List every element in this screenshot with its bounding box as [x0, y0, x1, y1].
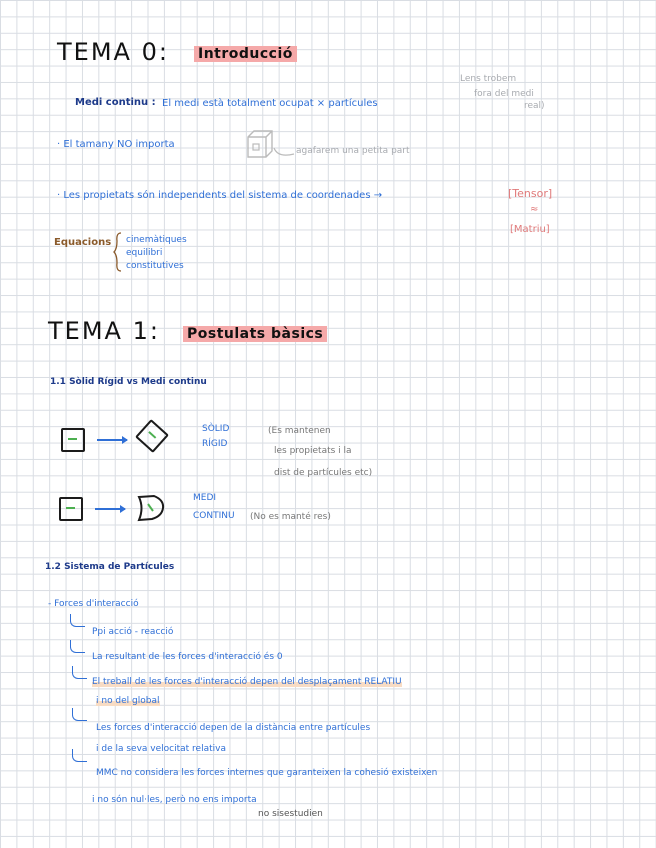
rotated-square-icon: [135, 419, 169, 453]
forces-heading: - Forces d'interacció: [48, 599, 139, 609]
tema0-note-2: fora del medi: [474, 89, 534, 99]
section-1-1-heading: 1.1 Sòlid Rígid vs Medi continu: [50, 377, 207, 387]
line-4: i no del global: [96, 696, 160, 706]
arrow-icon: [95, 508, 125, 510]
equacio-item-2: equilibri: [126, 248, 163, 258]
equacio-item-3: constitutives: [126, 261, 184, 271]
tensor-label: [Tensor]: [508, 187, 553, 200]
line-2: La resultant de les forces d'interacció és 0: [92, 652, 283, 662]
line-5: Les forces d'interacció depen de la distància entre partícules: [96, 723, 371, 733]
line-7: MMC no considera les forces internes que garanteixen la cohesió existeixen: [96, 768, 438, 778]
brace-icon: [113, 231, 123, 273]
medi-continu-definition: El medi està totalment ocupat × partícules: [162, 98, 378, 109]
tema0-note-1: Lens trobem: [460, 74, 517, 84]
arrow-icon: [70, 614, 85, 627]
arrow-icon: [97, 439, 127, 441]
medi-label-2: CONTINU: [193, 511, 235, 521]
arrow-icon: [72, 666, 87, 679]
tema1-label: TEMA 1:: [48, 317, 160, 345]
equacions-label: Equacions: [54, 237, 112, 248]
bullet-tamany: · El tamany NO importa: [57, 139, 175, 150]
arrow-icon: [72, 708, 87, 721]
arrow-icon: [70, 640, 85, 653]
solid-note-1: (Es mantenen: [268, 426, 331, 436]
curve-arrow-icon: [272, 144, 298, 162]
line-3: El treball de les forces d'interacció depen del desplaçament RELATIU: [92, 677, 402, 687]
tema0-label: TEMA 0:: [57, 38, 169, 66]
equacio-item-1: cinemàtiques: [126, 235, 187, 245]
solid-note-3: dist de partícules etc): [274, 468, 373, 478]
tema1-title: Postulats bàsics: [183, 326, 327, 342]
tamany-note: agafarem una petita part: [296, 146, 410, 156]
solid-label-2: RÍGID: [202, 439, 228, 449]
medi-continu-term: Medi continu :: [75, 97, 156, 108]
bullet-propietats: · Les propietats són independents del sistema de coordenades →: [57, 190, 383, 201]
footnote: no sisestudien: [258, 809, 323, 819]
solid-note-2: les propietats i la: [274, 446, 352, 456]
matriu-label: [Matriu]: [510, 224, 550, 235]
approx-sign: ≈: [530, 204, 539, 215]
medi-label-1: MEDI: [193, 493, 217, 503]
square-icon: [61, 428, 85, 452]
section-1-2-heading: 1.2 Sistema de Partícules: [45, 562, 175, 572]
medi-note: (No es manté res): [250, 512, 331, 522]
tema0-note-3: real): [524, 101, 545, 111]
deformed-shape-icon: [136, 494, 166, 522]
line-6: i de la seva velocitat relativa: [96, 744, 226, 754]
solid-label-1: SÒLID: [202, 424, 230, 434]
line-1: Ppi acció - reacció: [92, 627, 174, 637]
line-8: i no són nul·les, però no ens importa: [92, 795, 257, 805]
square-icon: [59, 497, 83, 521]
tema0-title: Introducció: [194, 46, 297, 62]
arrow-icon: [72, 749, 87, 762]
